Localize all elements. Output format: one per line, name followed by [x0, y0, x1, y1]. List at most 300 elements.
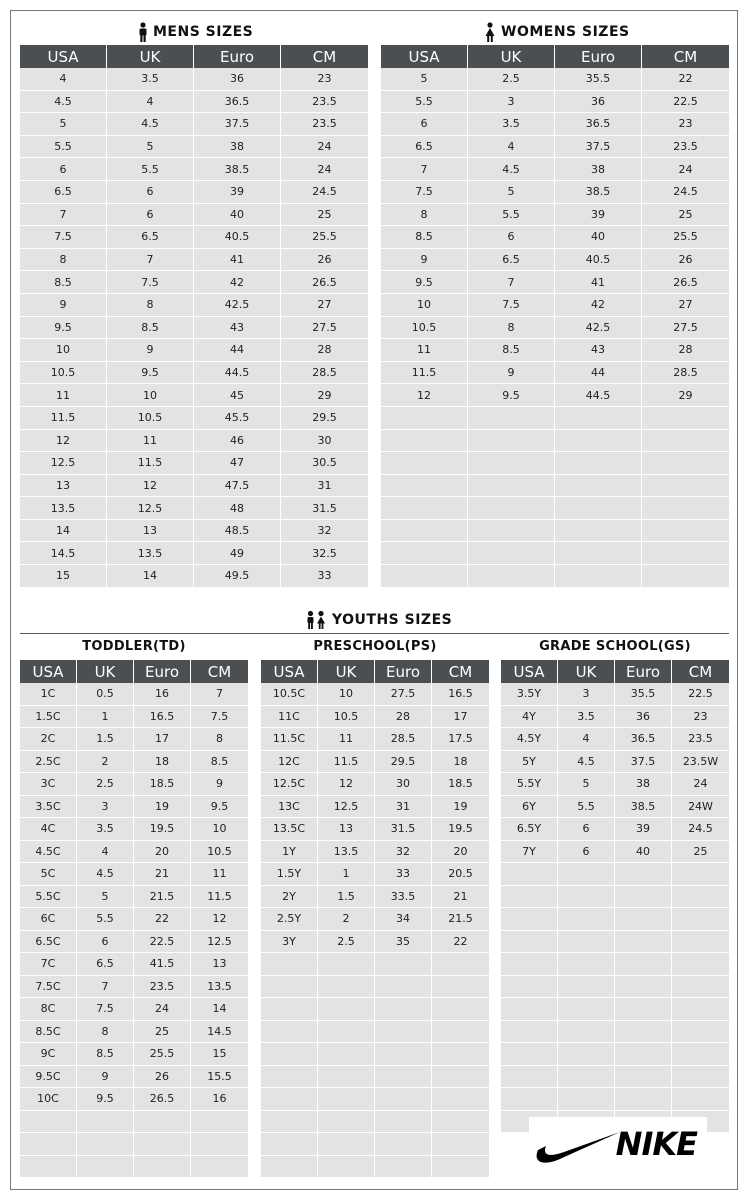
table-cell: 23.5 — [672, 728, 729, 751]
table-row — [381, 475, 729, 498]
table-cell: 4.5 — [20, 91, 107, 114]
table-cell — [375, 1088, 432, 1111]
table-cell: 6.5Y — [501, 818, 558, 841]
table-cell: 26 — [134, 1066, 191, 1089]
table-cell: 4 — [468, 136, 555, 159]
table-cell: 1 — [77, 706, 134, 729]
table-row — [381, 226, 729, 249]
table-row — [20, 226, 368, 249]
table-cell: 5.5 — [20, 136, 107, 159]
table-row — [20, 1088, 248, 1111]
table-cell: 5.5C — [20, 886, 77, 909]
table-row — [20, 407, 368, 430]
table-cell: 38 — [615, 773, 672, 796]
table-cell — [558, 908, 615, 931]
table-cell: 39 — [615, 818, 672, 841]
toddler-header-row — [20, 660, 248, 683]
table-cell — [672, 976, 729, 999]
table-row — [261, 1133, 489, 1156]
table-cell — [381, 542, 468, 565]
table-cell — [672, 1088, 729, 1111]
children-icon — [305, 610, 327, 630]
table-cell: 41.5 — [134, 953, 191, 976]
table-cell: 2.5 — [77, 773, 134, 796]
table-row — [20, 452, 368, 475]
table-cell: 1.5C — [20, 706, 77, 729]
table-row — [261, 976, 489, 999]
table-row — [20, 339, 368, 362]
table-cell: 12C — [261, 751, 318, 774]
table-cell: 5 — [468, 181, 555, 204]
table-cell — [134, 1133, 191, 1156]
table-cell: 27.5 — [375, 683, 432, 706]
table-cell: 8.5 — [468, 339, 555, 362]
column-header: USA — [381, 45, 468, 68]
table-row — [501, 1043, 729, 1066]
table-cell: 26 — [281, 249, 368, 272]
table-cell: 13.5 — [107, 542, 194, 565]
table-cell: 12.5 — [20, 452, 107, 475]
table-cell — [261, 1111, 318, 1134]
table-cell — [642, 452, 729, 475]
table-cell: 29 — [642, 384, 729, 407]
table-cell — [381, 497, 468, 520]
table-cell: 5 — [558, 773, 615, 796]
table-cell: 37.5 — [194, 113, 281, 136]
table-cell: 12 — [381, 384, 468, 407]
table-cell: 10 — [20, 339, 107, 362]
table-cell — [318, 1021, 375, 1044]
table-cell: 24 — [281, 158, 368, 181]
table-cell: 28 — [375, 706, 432, 729]
table-row — [20, 565, 368, 588]
table-row — [20, 542, 368, 565]
table-cell: 11.5 — [191, 886, 248, 909]
table-cell — [432, 1066, 489, 1089]
table-cell: 7.5 — [191, 706, 248, 729]
table-cell: 11C — [261, 706, 318, 729]
table-cell: 3.5C — [20, 796, 77, 819]
table-cell — [558, 863, 615, 886]
table-row — [381, 91, 729, 114]
table-cell — [555, 520, 642, 543]
table-cell: 24 — [672, 773, 729, 796]
table-cell — [261, 976, 318, 999]
table-row — [20, 908, 248, 931]
table-cell: 12 — [20, 430, 107, 453]
table-cell — [432, 1156, 489, 1179]
table-cell: 3 — [468, 91, 555, 114]
table-cell — [134, 1156, 191, 1179]
table-row — [501, 1021, 729, 1044]
table-cell — [261, 953, 318, 976]
table-cell: 14 — [107, 565, 194, 588]
table-cell: 24.5 — [642, 181, 729, 204]
table-cell: 12.5 — [107, 497, 194, 520]
table-cell: 8 — [468, 317, 555, 340]
table-cell — [261, 1088, 318, 1111]
table-cell: 11.5 — [318, 751, 375, 774]
table-cell — [642, 497, 729, 520]
table-row — [381, 181, 729, 204]
table-cell — [615, 1021, 672, 1044]
table-row — [20, 998, 248, 1021]
table-cell: 22.5 — [134, 931, 191, 954]
table-cell: 36 — [615, 706, 672, 729]
table-cell — [318, 1111, 375, 1134]
column-header: Euro — [134, 660, 191, 683]
table-cell: 7 — [191, 683, 248, 706]
table-cell: 3 — [558, 683, 615, 706]
table-cell: 25 — [672, 841, 729, 864]
table-cell — [672, 953, 729, 976]
table-row — [381, 542, 729, 565]
table-row — [501, 931, 729, 954]
table-cell — [191, 1133, 248, 1156]
table-cell: 6.5 — [107, 226, 194, 249]
gradeschool-header-row — [501, 660, 729, 683]
table-cell: 22 — [134, 908, 191, 931]
table-cell: 5Y — [501, 751, 558, 774]
table-cell: 14 — [20, 520, 107, 543]
column-header: UK — [318, 660, 375, 683]
table-cell — [432, 1133, 489, 1156]
table-row — [20, 497, 368, 520]
table-cell: 16 — [191, 1088, 248, 1111]
table-cell: 9 — [77, 1066, 134, 1089]
table-cell: 35 — [375, 931, 432, 954]
table-cell: 14 — [191, 998, 248, 1021]
table-cell: 38 — [194, 136, 281, 159]
toddler-title — [20, 639, 248, 654]
table-cell: 31 — [375, 796, 432, 819]
table-cell — [558, 1066, 615, 1089]
table-row — [381, 68, 729, 91]
table-cell — [20, 1133, 77, 1156]
table-cell: 25.5 — [134, 1043, 191, 1066]
table-cell: 23.5W — [672, 751, 729, 774]
table-cell: 22 — [432, 931, 489, 954]
table-cell: 9 — [381, 249, 468, 272]
table-cell: 20 — [134, 841, 191, 864]
table-cell — [318, 953, 375, 976]
table-cell: 28.5 — [281, 362, 368, 385]
table-cell: 24 — [134, 998, 191, 1021]
table-cell: 32 — [281, 520, 368, 543]
column-header: CM — [281, 45, 368, 68]
womens-title — [484, 22, 630, 42]
table-cell: 11 — [318, 728, 375, 751]
table-cell — [432, 1111, 489, 1134]
table-cell — [558, 886, 615, 909]
table-cell — [318, 1088, 375, 1111]
preschool-size-table — [261, 660, 489, 1178]
table-cell: 23.5 — [281, 91, 368, 114]
table-cell: 5C — [20, 863, 77, 886]
table-cell: 6C — [20, 908, 77, 931]
table-cell: 10.5C — [261, 683, 318, 706]
table-row — [20, 683, 248, 706]
table-row — [20, 796, 248, 819]
table-cell: 8 — [20, 249, 107, 272]
table-cell: 23.5 — [642, 136, 729, 159]
table-cell: 2.5Y — [261, 908, 318, 931]
table-cell: 21 — [134, 863, 191, 886]
table-cell: 4.5C — [20, 841, 77, 864]
table-cell: 11.5C — [261, 728, 318, 751]
table-cell: 6 — [558, 818, 615, 841]
table-cell — [672, 1066, 729, 1089]
table-cell: 14.5 — [20, 542, 107, 565]
table-row — [20, 294, 368, 317]
table-cell: 49.5 — [194, 565, 281, 588]
table-row — [20, 976, 248, 999]
table-cell — [501, 1066, 558, 1089]
table-row — [20, 841, 248, 864]
table-cell: 16 — [134, 683, 191, 706]
table-cell — [381, 475, 468, 498]
table-cell: 36.5 — [615, 728, 672, 751]
table-cell: 29.5 — [375, 751, 432, 774]
table-cell: 47.5 — [194, 475, 281, 498]
table-row — [501, 953, 729, 976]
table-cell: 10 — [381, 294, 468, 317]
column-header: UK — [468, 45, 555, 68]
table-cell — [318, 1043, 375, 1066]
table-cell: 13.5 — [318, 841, 375, 864]
table-cell: 33 — [281, 565, 368, 588]
table-cell: 35.5 — [615, 683, 672, 706]
table-cell — [558, 931, 615, 954]
table-cell: 8C — [20, 998, 77, 1021]
table-cell: 44.5 — [555, 384, 642, 407]
table-cell — [375, 976, 432, 999]
table-cell: 13 — [107, 520, 194, 543]
table-cell: 3Y — [261, 931, 318, 954]
table-cell: 9 — [20, 294, 107, 317]
table-cell — [672, 863, 729, 886]
table-cell: 10C — [20, 1088, 77, 1111]
table-cell — [468, 452, 555, 475]
womens-size-table — [381, 45, 729, 588]
table-cell — [261, 1066, 318, 1089]
table-cell — [501, 976, 558, 999]
table-cell — [375, 1111, 432, 1134]
table-cell — [501, 998, 558, 1021]
table-cell: 1Y — [261, 841, 318, 864]
table-row — [20, 271, 368, 294]
column-header: USA — [261, 660, 318, 683]
table-cell: 4 — [107, 91, 194, 114]
table-row — [381, 430, 729, 453]
table-cell: 8.5 — [77, 1043, 134, 1066]
table-cell: 10 — [107, 384, 194, 407]
table-cell: 22.5 — [672, 683, 729, 706]
table-cell: 9 — [468, 362, 555, 385]
table-cell — [432, 953, 489, 976]
table-row — [381, 249, 729, 272]
table-cell — [555, 497, 642, 520]
table-cell: 4 — [77, 841, 134, 864]
table-cell: 36.5 — [194, 91, 281, 114]
table-cell — [555, 565, 642, 588]
table-cell: 7 — [20, 204, 107, 227]
table-cell: 11 — [381, 339, 468, 362]
table-cell: 7.5 — [381, 181, 468, 204]
table-cell: 8.5 — [381, 226, 468, 249]
table-cell — [615, 863, 672, 886]
table-cell — [261, 998, 318, 1021]
table-cell: 7 — [468, 271, 555, 294]
table-cell: 18 — [134, 751, 191, 774]
table-cell: 37.5 — [615, 751, 672, 774]
table-row — [381, 136, 729, 159]
table-cell: 9 — [107, 339, 194, 362]
table-cell: 22.5 — [642, 91, 729, 114]
table-cell: 7.5C — [20, 976, 77, 999]
table-row — [20, 751, 248, 774]
womens-header-row — [381, 45, 729, 68]
table-row — [501, 728, 729, 751]
table-cell: 21.5 — [432, 908, 489, 931]
table-cell: 36 — [194, 68, 281, 91]
womens-title-text: WOMENS SIZES — [501, 24, 630, 40]
table-cell — [375, 1066, 432, 1089]
table-cell: 25 — [281, 204, 368, 227]
table-cell: 27 — [642, 294, 729, 317]
column-header: Euro — [194, 45, 281, 68]
table-row — [501, 841, 729, 864]
table-cell: 13 — [318, 818, 375, 841]
column-header: Euro — [555, 45, 642, 68]
table-cell — [672, 931, 729, 954]
table-row — [20, 91, 368, 114]
table-cell: 22 — [642, 68, 729, 91]
table-row — [261, 796, 489, 819]
table-cell: 20.5 — [432, 863, 489, 886]
table-row — [20, 1133, 248, 1156]
table-cell — [375, 1043, 432, 1066]
table-cell: 38.5 — [194, 158, 281, 181]
table-cell: 19 — [134, 796, 191, 819]
table-row — [381, 520, 729, 543]
table-cell: 46 — [194, 430, 281, 453]
table-cell: 6 — [77, 931, 134, 954]
table-cell: 7C — [20, 953, 77, 976]
youths-title-text: YOUTHS SIZES — [332, 612, 453, 628]
table-cell — [432, 998, 489, 1021]
table-row — [381, 158, 729, 181]
table-cell: 10.5 — [191, 841, 248, 864]
table-cell — [555, 407, 642, 430]
table-row — [261, 818, 489, 841]
table-cell: 11.5 — [107, 452, 194, 475]
column-header: USA — [501, 660, 558, 683]
table-cell — [468, 520, 555, 543]
table-cell — [672, 1021, 729, 1044]
table-cell: 6 — [107, 204, 194, 227]
table-row — [20, 706, 248, 729]
table-row — [501, 863, 729, 886]
table-cell: 24W — [672, 796, 729, 819]
table-row — [20, 362, 368, 385]
table-cell — [381, 407, 468, 430]
table-cell — [375, 1021, 432, 1044]
table-cell: 44 — [555, 362, 642, 385]
table-cell: 13.5C — [261, 818, 318, 841]
table-cell: 30.5 — [281, 452, 368, 475]
table-row — [20, 818, 248, 841]
table-cell: 44 — [194, 339, 281, 362]
table-cell: 28.5 — [642, 362, 729, 385]
table-cell — [261, 1021, 318, 1044]
table-cell: 13.5 — [191, 976, 248, 999]
table-cell: 7 — [77, 976, 134, 999]
table-cell: 4C — [20, 818, 77, 841]
table-cell: 12.5C — [261, 773, 318, 796]
table-cell — [642, 565, 729, 588]
table-row — [381, 294, 729, 317]
table-cell — [501, 931, 558, 954]
table-cell: 32.5 — [281, 542, 368, 565]
table-cell: 8 — [191, 728, 248, 751]
table-cell — [468, 407, 555, 430]
table-cell — [615, 1088, 672, 1111]
table-cell: 10.5 — [381, 317, 468, 340]
table-row — [261, 841, 489, 864]
table-cell: 36.5 — [555, 113, 642, 136]
table-cell: 31.5 — [281, 497, 368, 520]
table-cell: 1.5 — [77, 728, 134, 751]
table-cell: 2Y — [261, 886, 318, 909]
table-cell: 26 — [642, 249, 729, 272]
table-cell: 43 — [194, 317, 281, 340]
table-cell: 40 — [194, 204, 281, 227]
table-row — [501, 998, 729, 1021]
table-cell: 8.5 — [107, 317, 194, 340]
table-cell: 27.5 — [642, 317, 729, 340]
mens-title-text: MENS SIZES — [153, 24, 254, 40]
table-cell — [642, 542, 729, 565]
table-cell: 34 — [375, 908, 432, 931]
table-row — [381, 204, 729, 227]
table-cell: 25 — [642, 204, 729, 227]
table-cell: 33 — [375, 863, 432, 886]
table-cell — [432, 1043, 489, 1066]
table-cell: 3.5 — [558, 706, 615, 729]
table-cell: 17.5 — [432, 728, 489, 751]
table-cell — [501, 908, 558, 931]
table-cell — [261, 1156, 318, 1179]
table-cell — [642, 430, 729, 453]
table-cell — [501, 886, 558, 909]
table-cell — [642, 407, 729, 430]
table-row — [381, 384, 729, 407]
table-cell: 16.5 — [134, 706, 191, 729]
column-header: USA — [20, 45, 107, 68]
column-header: USA — [20, 660, 77, 683]
table-cell: 19 — [432, 796, 489, 819]
table-cell — [558, 998, 615, 1021]
table-cell: 4.5 — [558, 751, 615, 774]
table-row — [20, 773, 248, 796]
table-cell: 3.5 — [468, 113, 555, 136]
table-row — [20, 158, 368, 181]
table-cell: 42 — [194, 271, 281, 294]
table-cell: 1 — [318, 863, 375, 886]
table-cell: 5 — [77, 886, 134, 909]
table-row — [501, 1088, 729, 1111]
